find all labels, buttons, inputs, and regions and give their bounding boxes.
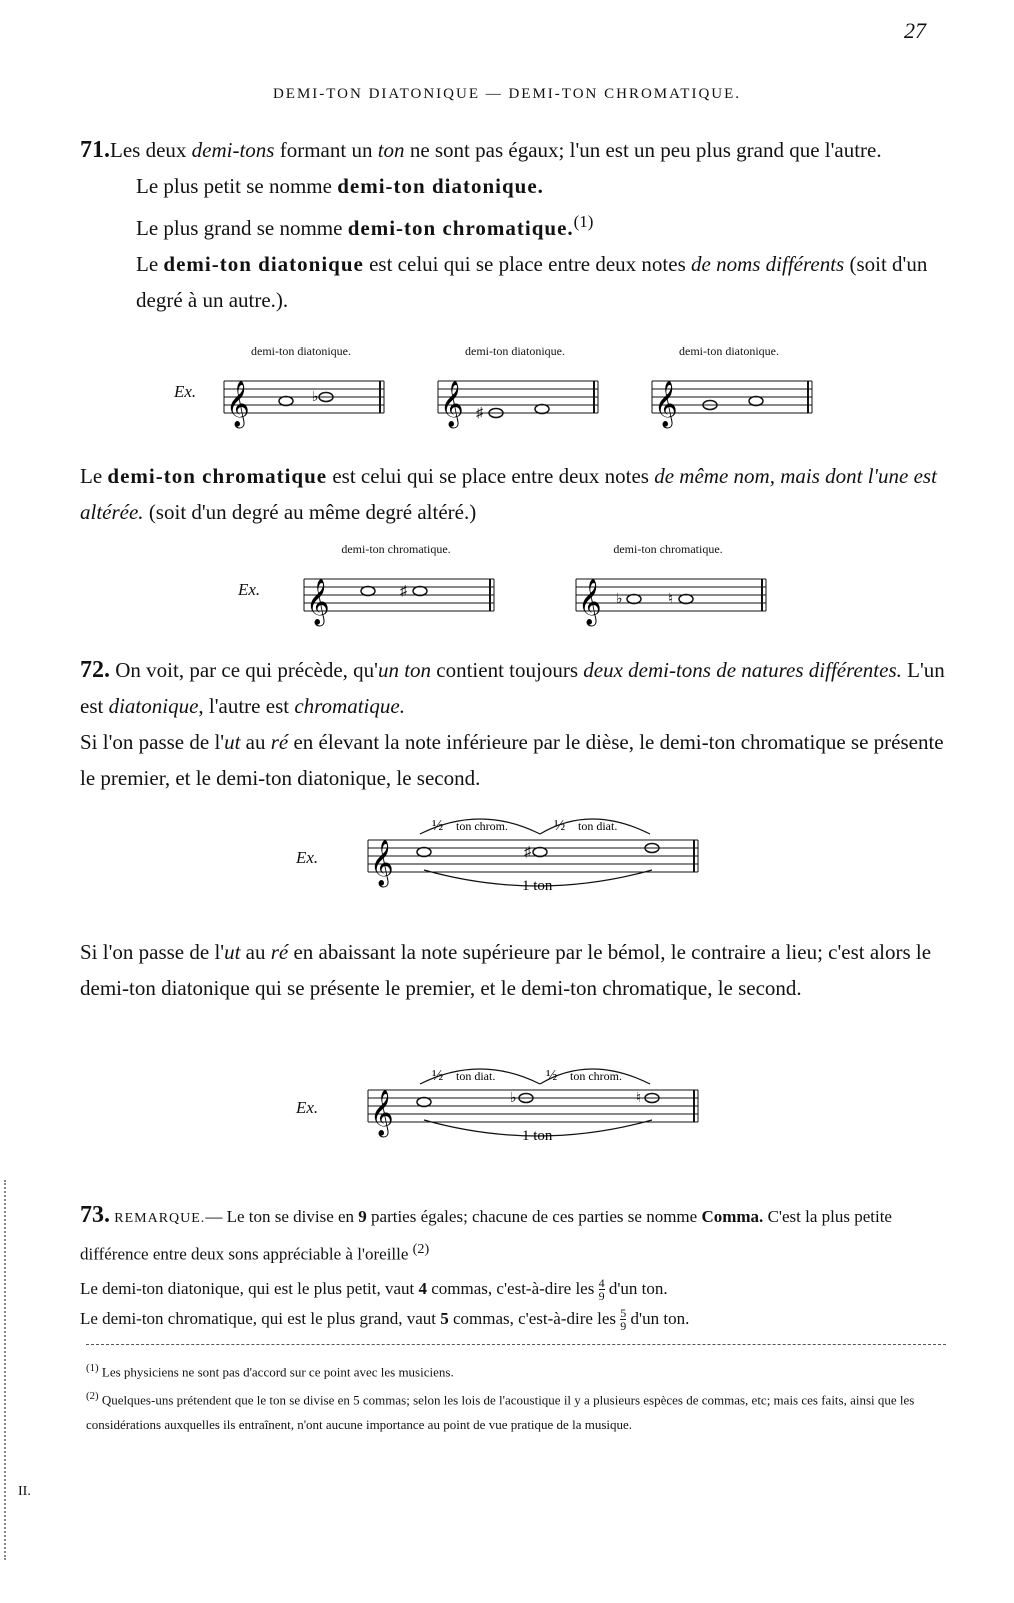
section-72: 72. On voit, par ce qui précède, qu'un ton contient toujours deux demi-tons de natures différentes. L'un est diatonique, l'autre est chromatique. Si l'on passe de l'ut au ré en élevant la note inférieure par le dièse, le demi-ton chromatique se présente le premier, et le demi-ton diatonique, le second. <box>56 652 946 796</box>
treble-clef-icon: 𝄞 <box>654 381 678 426</box>
whole-tone-label: 1 ton <box>522 878 553 894</box>
music-staff <box>644 359 814 429</box>
note-icon <box>679 595 693 604</box>
staff-caption: demi-ton diatonique. <box>251 344 351 358</box>
staff-caption: demi-ton chromatique. <box>341 542 451 556</box>
footnote-ref-2: (2) <box>412 1241 430 1257</box>
note-icon <box>417 848 431 857</box>
definition-chromatic: Le plus grand se nomme demi-ton chromatique.$^{(1)}$ <box>136 212 594 240</box>
remark-label: REMARQUE. <box>114 1211 206 1226</box>
section-73: 73. REMARQUE.— Le ton se divise en 9 parties égales; chacune de ces parties se nomme Comma. C'est la plus petite différence entre deux sons appréciable à l'oreille $^{(2)}$ Le demi-ton diatonique, qui est le plus petit, vaut 4 commas, c'est-à-dire les $\frac{4}{9}$ d'un ton. Le demi-ton chromatique, qui est le plus grand, vaut 5 commas, c'est-à-dire les $\frac{5}{9}$ d'un ton. <box>56 1200 946 1334</box>
fraction: $\frac{5}{9}$ <box>620 1306 627 1334</box>
music-staff <box>430 359 600 429</box>
staff-example-tone-sharp <box>360 808 710 903</box>
fraction: $\frac{4}{9}$ <box>598 1276 605 1304</box>
flat-icon: ♭ <box>616 592 623 607</box>
sharp-icon: ♯ <box>476 406 483 421</box>
section-number: 73. <box>80 1202 110 1228</box>
music-staff <box>360 808 710 898</box>
comma-diatonic: Le demi-ton diatonique, qui est le plus petit, vaut 4 commas, c'est-à-dire les $\frac{4}{9}$ d'un ton. <box>80 1276 668 1304</box>
note-icon <box>627 595 641 604</box>
music-staff <box>216 359 386 429</box>
page-heading: DEMI-TON DIATONIQUE — DEMI-TON CHROMATIQUE. <box>272 86 742 102</box>
flat-icon: ♭ <box>510 1091 517 1106</box>
natural-icon: ♮ <box>668 592 674 607</box>
note-icon <box>533 848 547 857</box>
treble-clef-icon: 𝄞 <box>370 840 394 885</box>
example-label: Ex. <box>296 848 319 867</box>
note-icon <box>361 587 375 596</box>
margin-mark: II. <box>18 1484 31 1499</box>
note-icon <box>279 397 293 406</box>
section-72-sharp-case: Si l'on passe de l'ut au ré en élevant la note inférieure par le dièse, le demi-ton chromatique se présente le premier, et le demi-ton diatonique, le second. <box>80 730 944 790</box>
comma-chromatic: Le demi-ton chromatique, qui est le plus grand, vaut 5 commas, c'est-à-dire les $\frac{5}{9}$ d'un ton. <box>80 1306 690 1334</box>
staff-example-diatonic-3 <box>644 344 814 434</box>
interval-fraction-label: ½ <box>546 1068 558 1084</box>
note-icon <box>535 405 549 414</box>
note-icon <box>413 587 427 596</box>
margin-dots <box>4 1180 6 1560</box>
whole-tone-label: 1 ton <box>522 1128 553 1144</box>
staff-caption: demi-ton diatonique. <box>465 344 565 358</box>
staff-example-diatonic-1 <box>216 344 386 434</box>
footnote-2: $^{(2)}$ Quelques-uns prétendent que le ton se divise en 5 commas; selon les lois de l'acoustique il y a plusieurs espèces de commas, etc; mais ces faits, ainsi que les considérations auxquelles ils entraînent, n'ont aucune importance au point de vue pratique de la musique. <box>86 1390 915 1432</box>
sharp-icon: ♯ <box>400 584 407 599</box>
music-staff <box>296 557 496 627</box>
music-staff <box>568 557 768 627</box>
footnote-1: $^{(1)}$ Les physiciens ne sont pas d'accord sur ce point avec les musiciens. <box>86 1362 454 1380</box>
interval-fraction-label: ½ <box>432 818 444 834</box>
music-staff <box>360 1058 710 1148</box>
treble-clef-icon: 𝄞 <box>370 1090 394 1135</box>
diatonic-explanation: Le demi-ton diatonique est celui qui se place entre deux notes de noms différents (soit d'un degré à un autre.). <box>136 252 928 312</box>
staff-example-chromatic-2 <box>568 542 768 632</box>
interval-label: ton diat. <box>456 1069 496 1083</box>
interval-fraction-label: ½ <box>554 818 566 834</box>
treble-clef-icon: 𝄞 <box>578 579 602 624</box>
example-label: Ex. <box>174 382 197 401</box>
interval-label: ton diat. <box>578 819 618 833</box>
interval-fraction-label: ½ <box>432 1068 444 1084</box>
treble-clef-icon: 𝄞 <box>226 381 250 426</box>
page-number: 27 <box>904 18 926 43</box>
section-number: 72. <box>80 657 110 683</box>
staff-caption: demi-ton chromatique. <box>613 542 723 556</box>
section-71-intro: 71.Les deux demi-tons formant un ton ne sont pas égaux; l'un est un peu plus grand que l'autre. <box>80 137 882 163</box>
note-icon <box>749 397 763 406</box>
section-number: 71. <box>80 137 110 163</box>
staff-caption: demi-ton diatonique. <box>679 344 779 358</box>
chromatic-explanation: Le demi-ton chromatique est celui qui se place entre deux notes de même nom, mais dont l'une est altérée. (soit d'un degré au même degré altéré.) <box>80 464 937 524</box>
definition-diatonic: Le plus petit se nomme demi-ton diatonique. <box>136 174 544 198</box>
sharp-icon: ♯ <box>524 845 531 860</box>
footnotes <box>86 1356 946 1437</box>
footnote-rule <box>86 1344 946 1345</box>
natural-icon: ♮ <box>636 1091 642 1106</box>
treble-clef-icon: 𝄞 <box>440 381 464 426</box>
example-label: Ex. <box>296 1098 319 1117</box>
interval-label: ton chrom. <box>570 1069 622 1083</box>
example-label: Ex. <box>238 580 261 599</box>
staff-example-chromatic-1 <box>296 542 496 632</box>
treble-clef-icon: 𝄞 <box>306 579 330 624</box>
flat-icon: ♭ <box>312 390 319 405</box>
interval-label: ton chrom. <box>456 819 508 833</box>
section-72-flat-case: Si l'on passe de l'ut au ré en abaissant la note supérieure par le bémol, le contraire a lieu; c'est alors le demi-ton diatonique qui se présente le premier, et le demi-ton chromatique, le second. <box>80 940 932 1000</box>
footnote-ref-1: (1) <box>573 212 594 231</box>
note-icon <box>417 1098 431 1107</box>
section-71 <box>56 132 946 318</box>
staff-example-tone-flat <box>360 1058 710 1153</box>
staff-example-diatonic-2 <box>430 344 600 434</box>
